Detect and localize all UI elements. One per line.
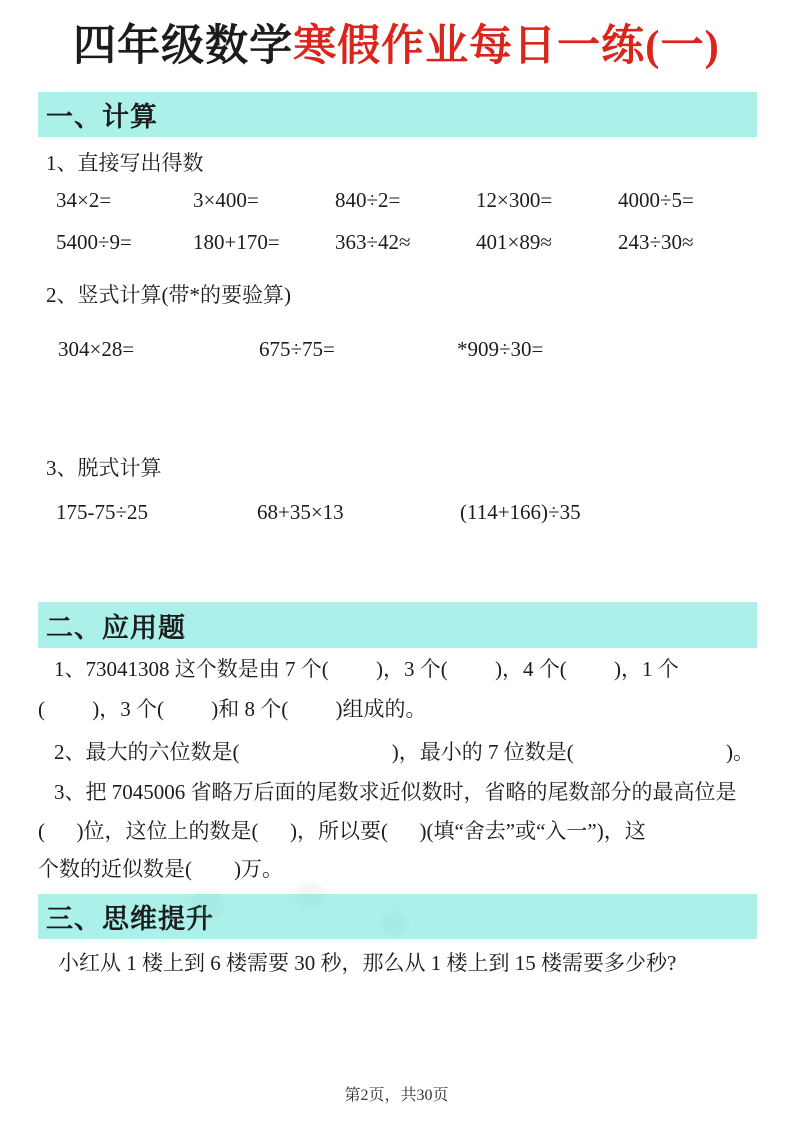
word-problem-2: 2、最大的六位数是( )，最小的 7 位数是( )。 <box>54 740 754 764</box>
page-number-text: 第2页，共30页 <box>344 1087 449 1104</box>
word-problem-3-line-3: 个数的近似数是( )万。 <box>38 857 283 881</box>
subsection-vertical-label: 2、竖式计算(带*的要验算) <box>46 283 291 307</box>
page-footer <box>0 1082 793 1105</box>
word-problem-1-line-2: ( )，3 个( )和 8 个( )组成的。 <box>38 697 427 721</box>
calc-expression: (114+166)÷35 <box>460 500 581 524</box>
calc-expression: *909÷30= <box>457 337 544 361</box>
calc-row-direct-2 <box>0 230 793 256</box>
calc-expression: 675÷75= <box>259 337 335 361</box>
calc-expression: 5400÷9= <box>56 230 132 254</box>
word-problem-3-line-2: ( )位，这位上的数是( )，所以要( )(填“舍去”或“入一”)，这 <box>38 819 646 843</box>
calc-expression: 68+35×13 <box>257 500 344 524</box>
watermark-stamp <box>190 890 224 920</box>
calc-expression: 3×400= <box>193 188 259 212</box>
calc-expression: 180+170= <box>193 230 280 254</box>
calc-expression: 401×89≈ <box>476 230 552 254</box>
calc-row-vertical <box>0 337 793 363</box>
section-header-thinking-label: 三、思维提升 <box>46 904 214 934</box>
calc-row-direct-1 <box>0 188 793 214</box>
page-title-black: 四年级数学 <box>73 23 294 70</box>
calc-row-offform <box>0 500 793 526</box>
section-header-calc-label: 一、计算 <box>46 102 158 132</box>
calc-expression: 243÷30≈ <box>618 230 694 254</box>
subsection-direct-label: 1、直接写出得数 <box>46 151 204 175</box>
calc-expression: 4000÷5= <box>618 188 694 212</box>
subsection-offform-label: 3、脱式计算 <box>46 456 162 480</box>
word-problem-3-line-1: 3、把 7045006 省略万后面的尾数求近似数时，省略的尾数部分的最高位是 <box>54 780 737 804</box>
calc-expression: 363÷42≈ <box>335 230 411 254</box>
watermark-stamp <box>295 882 325 908</box>
page-title <box>0 18 793 76</box>
page-title-red: 寒假作业每日一练(一) <box>293 23 720 70</box>
thinking-question: 小红从 1 楼上到 6 楼需要 30 秒，那么从 1 楼上到 15 楼需要多少秒? <box>58 951 677 975</box>
calc-expression: 12×300= <box>476 188 553 212</box>
watermark-stamp <box>382 912 408 936</box>
section-header-calc <box>38 92 757 137</box>
section-header-word-problems-label: 二、应用题 <box>46 612 186 643</box>
calc-expression: 304×28= <box>58 337 135 361</box>
calc-expression: 34×2= <box>56 188 112 212</box>
word-problem-1-line-1: 1、73041308 这个数是由 7 个( )，3 个( )，4 个( )，1 个 <box>54 657 679 681</box>
calc-expression: 175-75÷25 <box>56 500 149 524</box>
section-header-word-problems <box>38 602 757 648</box>
calc-expression: 840÷2= <box>335 188 401 212</box>
